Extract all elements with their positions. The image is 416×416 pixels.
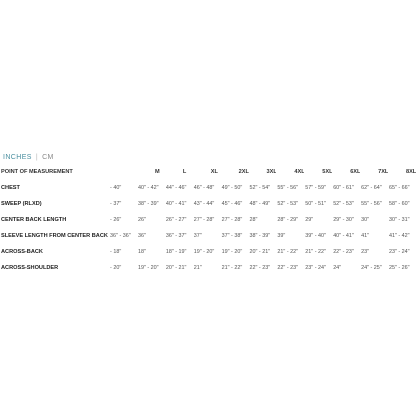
size-header-2xl: 2XL: [238, 169, 249, 175]
table-cell: 52" - 54": [249, 185, 271, 191]
table-cell: - 40": [110, 185, 122, 191]
table-cell: 62" - 64": [361, 185, 382, 191]
row-label-sleeve-length: SLEEVE LENGTH FROM CENTER BACK: [1, 233, 108, 239]
unit-toggle: [3, 151, 54, 163]
table-row: [0, 228, 416, 244]
table-cell: - 26": [110, 217, 122, 223]
unit-inches-tab[interactable]: INCHES: [3, 153, 32, 161]
table-cell: 21" - 22": [277, 249, 299, 255]
table-cell: 36" - 36": [110, 233, 131, 239]
table-cell: 21" - 22": [221, 265, 243, 271]
table-cell: 38" - 39": [249, 233, 271, 239]
table-cell: 29" - 30": [333, 217, 354, 223]
table-cell: 28": [249, 217, 258, 223]
table-cell: 19" - 20": [137, 265, 159, 271]
table-cell: 39": [277, 233, 286, 239]
table-cell: 40" - 41": [165, 201, 187, 207]
unit-separator: |: [35, 153, 39, 161]
size-header-m: M: [154, 169, 160, 175]
size-header-row: [0, 164, 416, 180]
table-row: [0, 212, 416, 228]
table-cell: 40" - 42": [137, 185, 159, 191]
table-cell: 37" - 38": [221, 233, 243, 239]
table-cell: 44" - 46": [165, 185, 187, 191]
table-cell: 30" - 31": [388, 217, 410, 223]
row-label-across-shoulder: ACROSS-SHOULDER: [1, 265, 59, 271]
table-cell: 27" - 28": [221, 217, 243, 223]
table-cell: - 18": [110, 249, 122, 255]
size-header-5xl: 5XL: [322, 169, 333, 175]
size-header-8xl: 8XL: [405, 169, 416, 175]
table-cell: 26": [137, 217, 146, 223]
table-cell: 65" - 66": [388, 185, 410, 191]
table-cell: - 37": [110, 201, 122, 207]
table-cell: 22" - 23": [277, 265, 299, 271]
table-cell: 23": [361, 249, 369, 255]
table-cell: 45" - 46": [221, 201, 243, 207]
size-header-3xl: 3XL: [266, 169, 277, 175]
table-cell: 38" - 39": [137, 201, 159, 207]
table-cell: 50" - 51": [305, 201, 326, 207]
table-cell: 40" - 41": [333, 233, 354, 239]
table-cell: 36" - 37": [165, 233, 187, 239]
row-label-sweep: SWEEP (RLXD): [1, 201, 42, 207]
size-header-4xl: 4XL: [294, 169, 305, 175]
table-cell: 52" - 53": [333, 201, 354, 207]
table-cell: 55" - 56": [361, 201, 382, 207]
table-cell: 39" - 40": [305, 233, 326, 239]
table-cell: 58" - 60": [388, 201, 410, 207]
table-cell: 20" - 21": [249, 249, 271, 255]
size-chart-table: [0, 164, 416, 276]
table-cell: 18" - 19": [165, 249, 187, 255]
table-cell: 21": [193, 265, 202, 271]
table-cell: 25" - 26": [388, 265, 410, 271]
size-header-6xl: 6XL: [350, 169, 361, 175]
table-cell: 30": [361, 217, 369, 223]
table-cell: 49" - 50": [221, 185, 243, 191]
table-cell: 41": [361, 233, 369, 239]
table-cell: 22" - 23": [249, 265, 271, 271]
table-cell: 19" - 20": [221, 249, 243, 255]
table-cell: 41" - 42": [388, 233, 410, 239]
size-header-7xl: 7XL: [378, 169, 388, 175]
table-cell: 23" - 24": [388, 249, 410, 255]
table-cell: 23" - 24": [305, 265, 326, 271]
table-cell: 55" - 56": [277, 185, 299, 191]
table-cell: 28" - 29": [277, 217, 299, 223]
table-row: [0, 244, 416, 260]
pom-header: POINT OF MEASUREMENT: [1, 169, 73, 175]
table-row: [0, 196, 416, 212]
table-cell: 21" - 22": [305, 249, 326, 255]
table-cell: 24" - 25": [361, 265, 382, 271]
table-cell: 22" - 23": [333, 249, 354, 255]
row-label-center-back-length: CENTER BACK LENGTH: [1, 217, 67, 223]
table-cell: 19" - 20": [193, 249, 215, 255]
table-row: [0, 260, 416, 276]
table-cell: 26" - 27": [165, 217, 187, 223]
table-cell: 57" - 59": [305, 185, 326, 191]
table-cell: 37": [193, 233, 202, 239]
table-cell: 52" - 53": [277, 201, 299, 207]
table-cell: 36": [137, 233, 146, 239]
table-cell: 27" - 28": [193, 217, 215, 223]
table-cell: 60" - 61": [333, 185, 354, 191]
table-cell: 18": [137, 249, 146, 255]
table-cell: 20" - 21": [165, 265, 187, 271]
table-cell: 24": [333, 265, 342, 271]
table-cell: 46" - 48": [193, 185, 215, 191]
table-cell: 29": [305, 217, 314, 223]
row-label-across-back: ACROSS-BACK: [1, 249, 43, 255]
table-cell: - 20": [110, 265, 122, 271]
size-header-xl: XL: [210, 169, 218, 175]
row-label-chest: CHEST: [1, 185, 20, 191]
table-cell: 48" - 49": [249, 201, 271, 207]
size-header-l: L: [182, 169, 187, 175]
unit-cm-tab[interactable]: CM: [42, 153, 54, 161]
table-cell: 43" - 44": [193, 201, 215, 207]
table-row: [0, 180, 416, 196]
